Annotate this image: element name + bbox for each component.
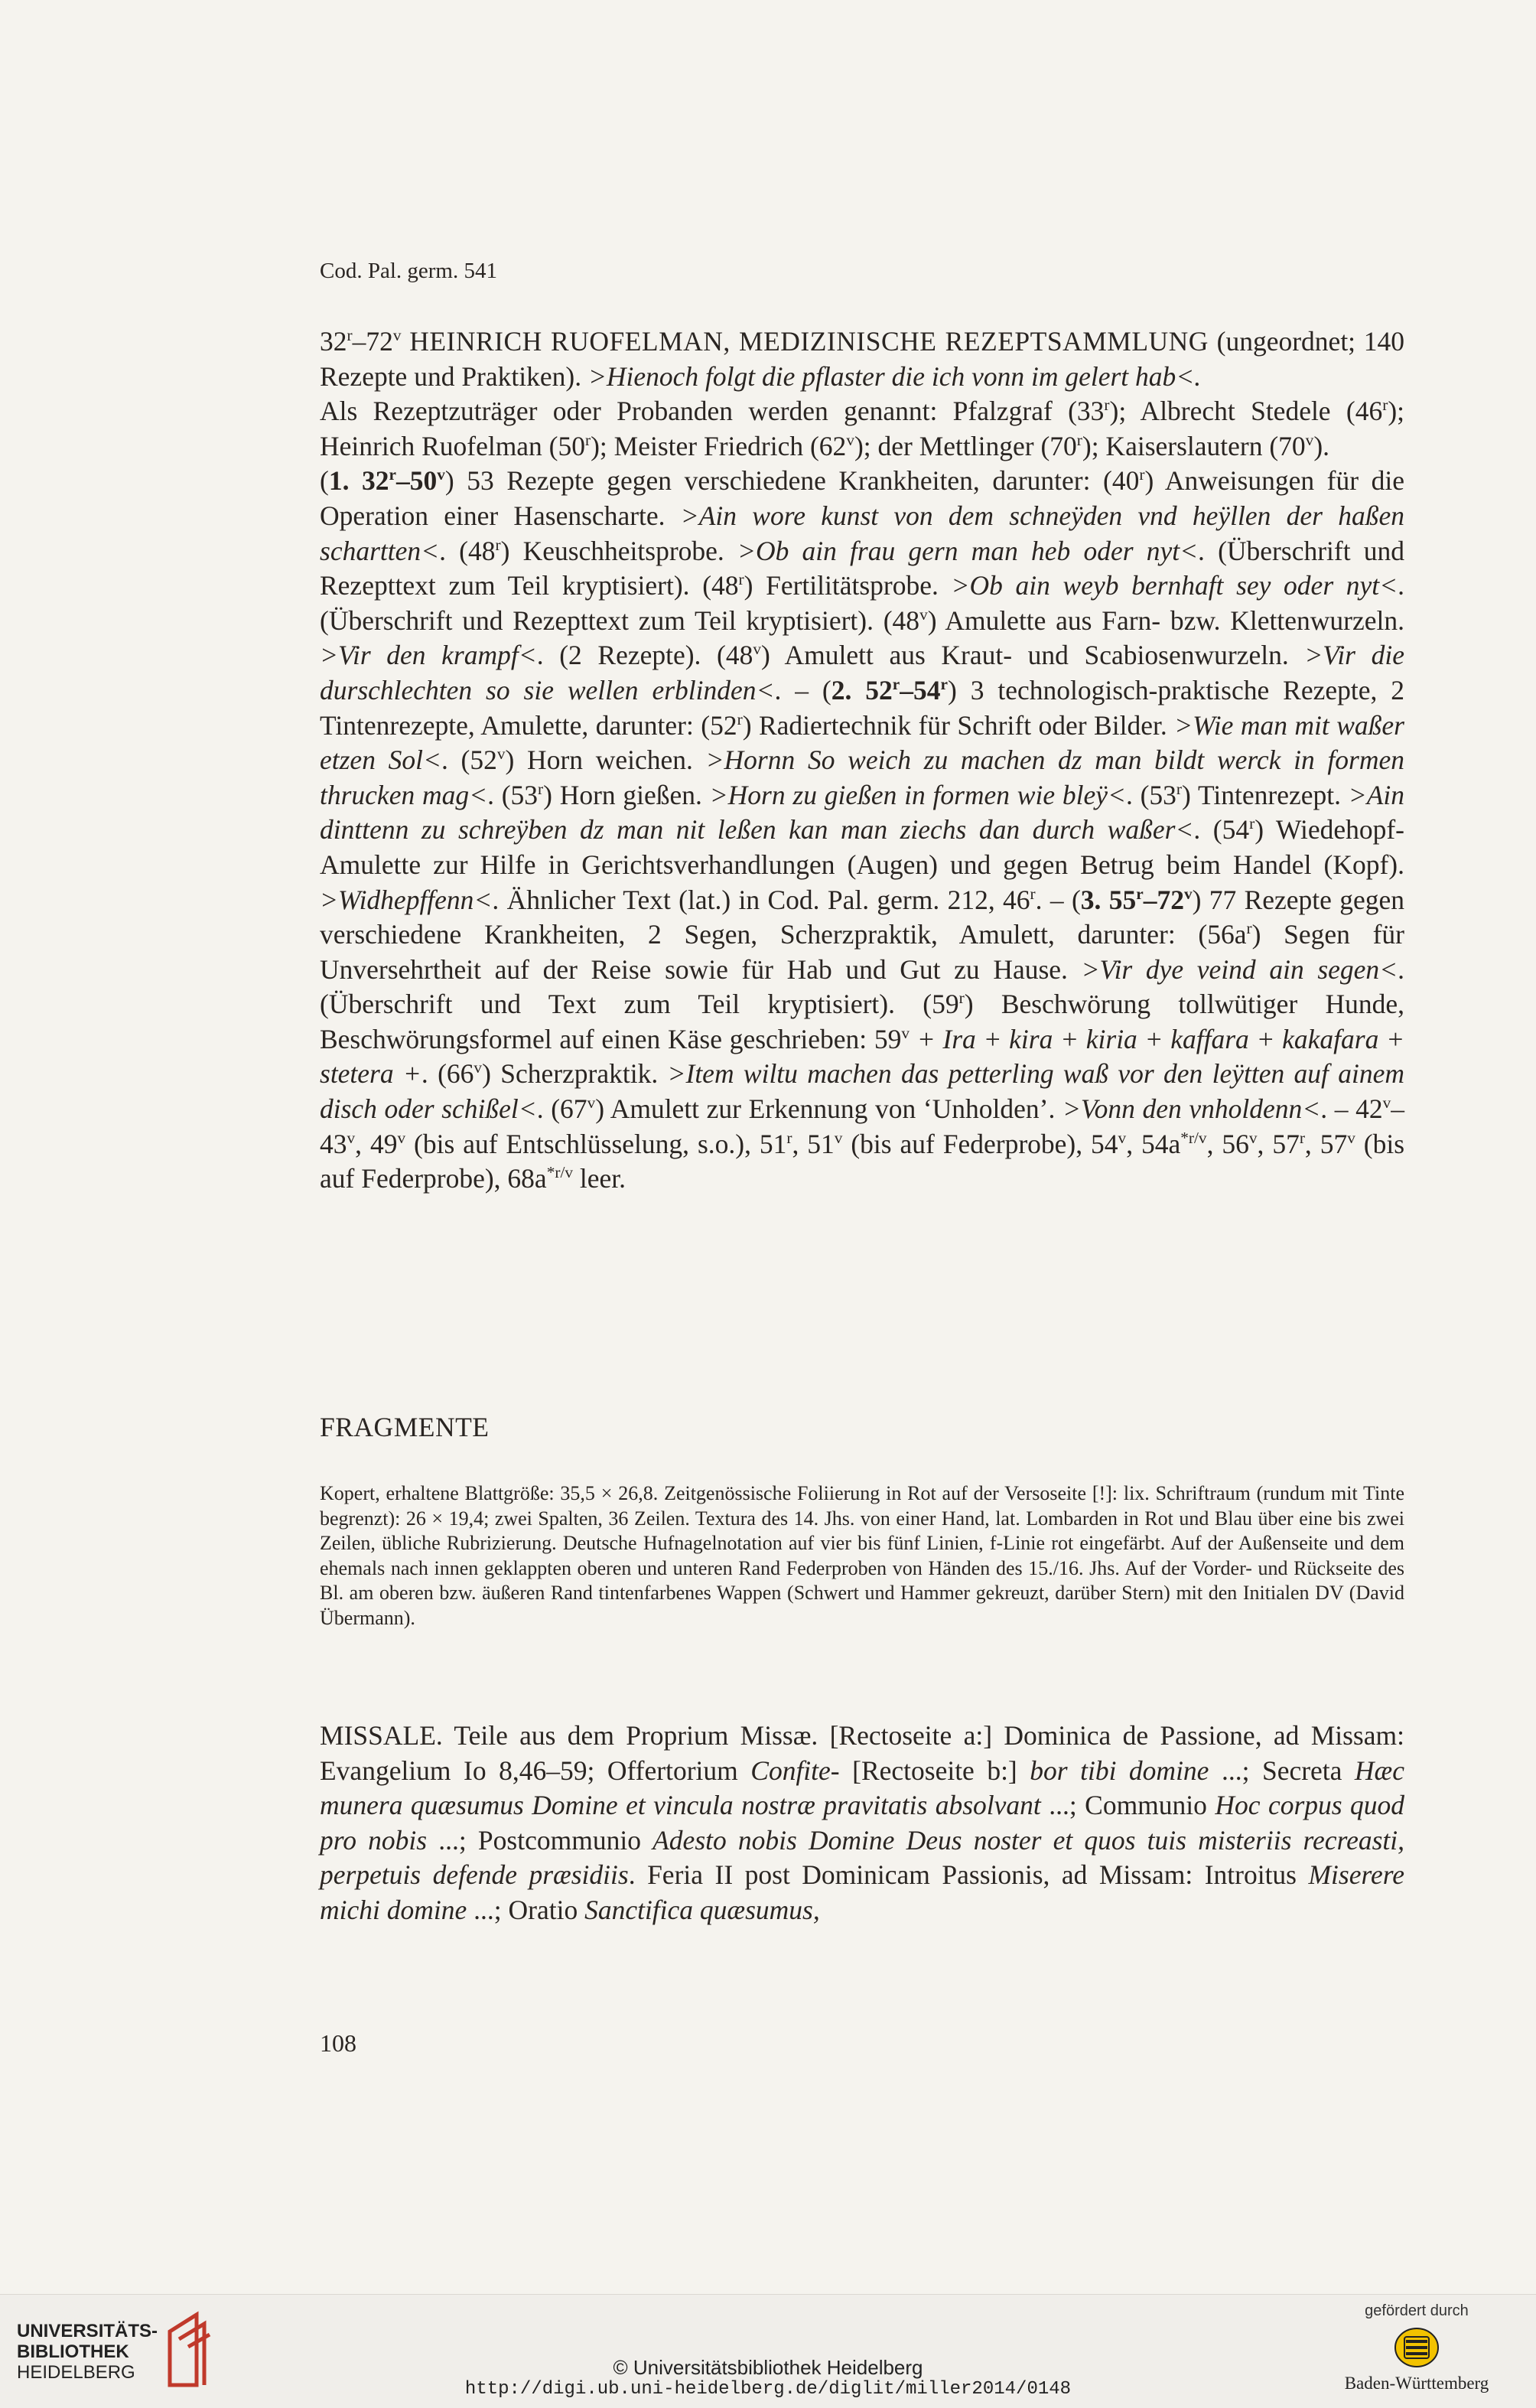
library-line-1: UNIVERSITÄTS- bbox=[17, 2321, 158, 2341]
entry-persons: Als Rezeptzuträger oder Probanden werden genannt: Pfalzgraf (33$^r$); Albrecht Stedele (46$^r$); Heinrich Ruofelman (50$^r$); Meister Friedrich (62$^v$); der Mettlinger (70$^r$); Kaiserslautern (70$^v$). bbox=[320, 396, 1404, 461]
entry-incipit: >Hienoch folgt die pflaster die ich vonn im gelert hab<. bbox=[587, 360, 1202, 392]
funded-by-label: gefördert durch bbox=[1365, 2302, 1469, 2319]
library-line-3: HEIDELBERG bbox=[17, 2362, 135, 2383]
entry-title: HEINRICH RUOFELMAN, MEDIZINISCHE REZEPTSAMMLUNG bbox=[409, 326, 1209, 357]
funding-note bbox=[1325, 2302, 1508, 2393]
entry-intro: (ungeordnet; 140 Rezepte und Praktiken). bbox=[320, 326, 1405, 392]
footer-bar bbox=[0, 2294, 1536, 2408]
section-heading-fragmente: FRAGMENTE bbox=[320, 1412, 490, 1442]
fragment-description: Kopert, erhaltene Blattgröße: 35,5 × 26,8. Zeitgenössische Foliierung in Rot auf der Versoseite [!]: lix. Schriftraum (rundum mit Tinte begrenzt): 26 × 19,4; zwei Spalten, 36 Zeilen. Textura des 14. Jhs. von einer Hand, lat. Lombarden in Rot und Blau über eine bis zwei Zeilen, übliche Rubrizierung. Deutsche Hufnagelnotation auf vier bis fünf Linien, f-Linie rot eingefärbt. Auf der Außenseite und dem ehemals nach innen geklappten oberen und unteren Rand Federproben von Händen des 15./16. Jhs. Auf der Vorder- und Rückseite des Bl. am oberen bzw. äußeren Rand tintenfarbenes Wappen (Schwert und Hammer gekreuzt, darüber Stern) mit den Initialen DV (David Übermann). bbox=[320, 1482, 1404, 1629]
state-crest-icon bbox=[1394, 2325, 1440, 2369]
running-header: Cod. Pal. germ. 541 bbox=[320, 259, 497, 283]
folio-range: 32$^r$–72$^v$ bbox=[320, 326, 402, 357]
entry-contents: (1. 32$^r$–50$^v$) 53 Rezepte gegen verschiedene Krankheiten, darunter: (40$^r$) Anweisungen für die Operation einer Hasenscharte. >Ain wore kunst von dem schneÿden vnd heÿllen der haßen schartten<. (48$^r$) Keuschheitsprobe. >Ob ain frau gern man heb oder nyt<. (Überschrift und Rezepttext zum Teil kryptisiert). (48$^r$) Fertilitätsprobe. >Ob ain weyb bernhaft sey oder nyt<. (Überschrift und Rezepttext zum Teil kryptisiert). (48$^v$) Amulette aus Farn- bzw. Klettenwurzeln. >Vir den krampf<. (2 Rezepte). (48$^v$) Amulett aus Kraut- und Scabiosenwurzeln. >Vir die durschlechten so sie wellen erblinden<. – (2. 52$^r$–54$^r$) 3 technologisch-praktische Rezepte, 2 Tintenrezepte, Amulette, darunter: (52$^r$) Radiertechnik für Schrift oder Bilder. >Wie man mit waßer etzen Sol<. (52$^v$) Horn weichen. >Hornn So weich zu machen dz man bildt werck in formen thrucken mag<. (53$^r$) Horn gießen. >Horn zu gießen in formen wie bleÿ<. (53$^r$) Tintenrezept. >Ain dinttenn zu schreÿben dz man nit leßen kan man ziechs dan durch waßer<. (54$^r$) Wiedehopf-Amulette zur Hilfe in Gerichtsverhandlungen (Augen) und gegen Betrug beim Handel (Kopf). >Widhepffenn<. Ähnlicher Text (lat.) in Cod. Pal. germ. 212, 46$^r$. – (3. 55$^r$–72$^v$) 77 Rezepte gegen verschiedene Krankheiten, 2 Segen, Scherzpraktik, Amulett, darunter: $(56a^r)$ Segen für Unversehrtheit auf der Reise sowie für Hab und Gut zu Hause. >Vir dye veind ain segen<. (Überschrift und Text zum Teil kryptisiert). (59$^r$) Beschwörung tollwütiger Hunde, Beschwörungsformel auf einen Käse geschrieben: 59$^v$ + Ira + kira + kiria + kaffara + kakafara + stetera +. (66$^v$) Scherzpraktik. >Item wiltu machen das petterling waß vor den leÿtten auf ainem disch oder schißel<. (67$^v$) Amulett zur Erkennung von ‘Unholden’. >Vonn den vnholdenn<. – 42$^v$–43$^v$, 49$^v$ (bis auf Entschlüsselung, s.o.), 51$^r$, 51$^v$ (bis auf Federprobe), 54$^v$, $54a^{*r/v}$, 56$^v$, 57$^r$, 57$^v$ (bis auf Federprobe), $68a^{*r/v}$ leer. bbox=[320, 465, 1405, 1194]
page-number: 108 bbox=[320, 2029, 356, 2057]
missale-text: MISSALE. Teile aus dem Proprium Missæ. [Rectoseite a:] Dominica de Passione, ad Missam: Evangelium Io 8,46–59; Offertorium Confite- [Rectoseite b:] bor tibi domine ...; Secreta Hæc munera quæsumus Domine et vincula nostræ pravitatis absolvant ...; Communio Hoc corpus quod pro nobis ...; Postcommunio Adesto nobis Domine Deus noster et quos tuis misteriis recreasti, perpetuis defende præsidiis. Feria II post Dominicam Passionis, ad Missam: Introitus Miserere michi domine ...; Oratio Sanctifica quæsumus, bbox=[320, 1720, 1405, 1925]
entry-paragraph bbox=[320, 324, 1404, 394]
permalink-url[interactable]: http://digi.ub.uni-heidelberg.de/diglit/miller2014/0148 bbox=[464, 2379, 1072, 2400]
copyright-notice: © Universitätsbibliothek Heidelberg bbox=[613, 2356, 923, 2379]
library-line-2: BIBLIOTHEK bbox=[17, 2341, 129, 2362]
state-name: Baden-Württemberg bbox=[1344, 2374, 1489, 2393]
entry-main-text bbox=[320, 324, 1404, 1197]
